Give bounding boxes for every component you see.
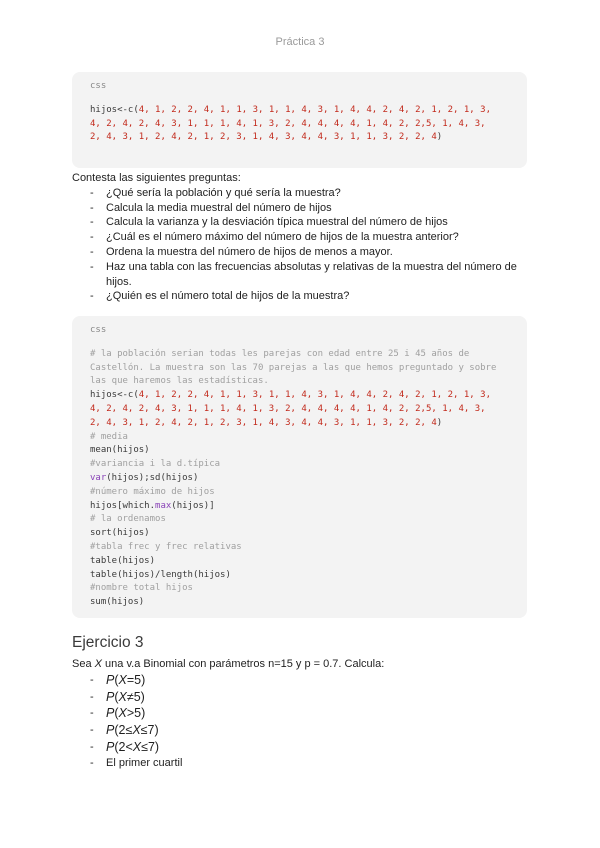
- question-item: [72, 260, 532, 290]
- exercise-3-item: [72, 672, 532, 689]
- formula-part: P: [106, 689, 115, 704]
- question-text: Ordena la muestra del número de hijos de menos a mayor.: [106, 245, 393, 258]
- code-token: # la población serian todas les parejas con edad entre 25 i 45 años de: [90, 348, 470, 359]
- question-text: Calcula la varianza y la desviación típica muestral del número de hijos: [106, 216, 448, 229]
- question-text: ¿Cuál es el número máximo del número de hijos de la muestra anterior?: [106, 231, 459, 244]
- code-token: hijos<-c(: [90, 390, 139, 401]
- code-token: #nombre total hijos: [90, 583, 193, 594]
- code-token: mean(hijos): [90, 445, 150, 456]
- formula-part: ≠5): [126, 689, 145, 704]
- formula-part: (: [114, 706, 119, 721]
- code-token: 4, 2, 4, 2, 4, 3, 1, 1, 1, 4, 1, 3, 2, 4, 4, 4, 4, 1, 4, 2, 2,5, 1, 4, 3,: [90, 403, 486, 414]
- code-line: [90, 458, 527, 472]
- formula-part: X: [118, 706, 127, 721]
- exercise-3-intro-part: X: [94, 658, 102, 670]
- code-block-2-lines: [90, 348, 527, 610]
- code-line: [90, 389, 527, 403]
- question-text: Calcula la media muestral del número de hijos: [106, 201, 332, 214]
- code-line: [90, 527, 527, 541]
- formula-part: X: [118, 689, 127, 704]
- exercise-3-section: [72, 657, 532, 771]
- list-dash: -: [90, 740, 94, 753]
- code-line: [90, 118, 527, 132]
- list-dash: -: [90, 690, 94, 703]
- code-line: [90, 375, 527, 389]
- question-item: [72, 186, 532, 201]
- formula-part: P: [106, 723, 115, 738]
- code-line: [90, 403, 527, 417]
- list-dash: -: [90, 290, 94, 303]
- code-block-1-lang: css: [90, 81, 107, 91]
- code-line: [90, 431, 527, 445]
- code-token: hijos[which.: [90, 500, 156, 511]
- page-header: [0, 36, 600, 48]
- formula-part: >5): [126, 706, 146, 721]
- exercise-3-item: [72, 689, 532, 706]
- code-line: [90, 486, 527, 500]
- question-text: Haz una tabla con las frecuencias absolutas y relativas de la muestra del número de hijos.: [106, 260, 517, 288]
- code-line: [90, 348, 527, 362]
- code-block-2: [72, 316, 527, 618]
- list-dash: -: [90, 673, 94, 686]
- exercise-3-intro-part: una v.a Binomial con parámetros n=15 y p = 0.7. Calcula:: [101, 658, 385, 670]
- questions-intro: Contesta las siguientes preguntas:: [72, 172, 241, 184]
- exercise-3-title: Ejercicio 3: [72, 634, 144, 651]
- code-token: 4, 1, 2, 2, 4, 1, 1, 3, 1, 1, 4, 3, 1, 4, 4, 2, 4, 2, 1, 2, 1, 3,: [138, 390, 491, 401]
- question-text: ¿Qué sería la población y qué sería la muestra?: [106, 186, 341, 199]
- code-line: [90, 444, 527, 458]
- code-token: sort(hijos): [90, 528, 150, 539]
- list-dash: -: [90, 245, 94, 258]
- list-dash: -: [90, 201, 94, 214]
- code-line: [90, 500, 527, 514]
- code-token: #número máximo de hijos: [90, 486, 215, 497]
- code-line: [90, 569, 527, 583]
- code-token: 4, 1, 2, 2, 4, 1, 1, 3, 1, 1, 4, 3, 1, 4, 4, 2, 4, 2, 1, 2, 1, 3,: [138, 104, 491, 115]
- formula-part: P: [106, 739, 115, 754]
- code-token: table(hijos)/length(hijos): [90, 569, 231, 580]
- formula-part: (: [114, 672, 119, 687]
- code-token: las que haremos las estadísticas.: [90, 376, 269, 387]
- code-line: [90, 131, 527, 145]
- code-line: [90, 104, 527, 118]
- formula-part: X: [118, 672, 127, 687]
- code-token: (hijos)]: [171, 500, 215, 511]
- formula-part: X: [132, 739, 142, 754]
- code-block-2-lang: css: [90, 325, 107, 335]
- code-line: [90, 582, 527, 596]
- list-dash: -: [90, 216, 94, 229]
- formula-part: ≤7): [141, 739, 160, 754]
- page-header-title: Práctica 3: [275, 36, 325, 48]
- question-item: [72, 201, 532, 216]
- exercise-3-item: [72, 739, 532, 756]
- exercise-3-item: [72, 705, 532, 722]
- formula-part: =5): [126, 672, 146, 687]
- code-line: [90, 555, 527, 569]
- exercise-3-item: [72, 756, 532, 771]
- formula-part: P: [106, 672, 115, 687]
- formula-part: (2≤: [114, 723, 133, 738]
- question-item: [72, 215, 532, 230]
- code-line: [90, 472, 527, 486]
- formula-part: (2<: [114, 739, 133, 754]
- code-line: [90, 541, 527, 555]
- code-token: ): [436, 417, 443, 428]
- list-dash: -: [90, 707, 94, 720]
- list-dash: -: [90, 756, 94, 769]
- code-token: 2, 4, 3, 1, 2, 4, 2, 1, 2, 3, 1, 4, 3, 4, 4, 3, 1, 1, 3, 2, 2, 4: [90, 132, 437, 143]
- code-token: table(hijos): [90, 555, 156, 566]
- list-dash: -: [90, 724, 94, 737]
- exercise-3-intro-part: Sea: [72, 658, 95, 670]
- code-token: Castellón. La muestra son las 70 parejas a las que hemos preguntado y sobre: [90, 362, 497, 373]
- list-dash: -: [90, 186, 94, 199]
- questions-section: [72, 171, 532, 304]
- code-block-1: [72, 72, 527, 168]
- exercise-3-item: [72, 722, 532, 739]
- code-token: (hijos);sd(hijos): [106, 472, 199, 483]
- question-text: ¿Quién es el número total de hijos de la muestra?: [106, 290, 350, 303]
- list-dash: -: [90, 231, 94, 244]
- code-line: [90, 513, 527, 527]
- exercise-3-intro: [72, 657, 532, 672]
- list-dash: -: [90, 260, 94, 273]
- question-item: [72, 289, 532, 304]
- code-line: [90, 417, 527, 431]
- code-token: 4, 2, 4, 2, 4, 3, 1, 1, 1, 4, 1, 3, 2, 4, 4, 4, 4, 1, 4, 2, 2,5, 1, 4, 3,: [90, 118, 486, 129]
- code-token: hijos<-c(: [90, 104, 139, 115]
- code-token: #variancia i la d.típica: [90, 459, 221, 470]
- code-token: var: [90, 472, 107, 483]
- code-token: sum(hijos): [90, 597, 145, 608]
- code-token: # la ordenamos: [90, 514, 166, 525]
- formula-part: ≤7): [140, 723, 159, 738]
- formula-part: P: [106, 706, 115, 721]
- code-token: # media: [90, 431, 128, 442]
- formula-part: X: [132, 723, 141, 738]
- code-token: #tabla frec y frec relativas: [90, 541, 242, 552]
- code-token: max: [155, 500, 172, 511]
- formula-part: (: [114, 689, 119, 704]
- code-line: [90, 596, 527, 610]
- code-line: [90, 362, 527, 376]
- code-block-1-lines: [90, 104, 527, 145]
- question-item: [72, 230, 532, 245]
- questions-list: [72, 186, 532, 304]
- question-item: [72, 245, 532, 260]
- formula-part: El primer cuartil: [106, 756, 183, 769]
- exercise-3-list: [72, 672, 532, 771]
- code-token: 2, 4, 3, 1, 2, 4, 2, 1, 2, 3, 1, 4, 3, 4, 4, 3, 1, 1, 3, 2, 2, 4: [90, 417, 437, 428]
- code-token: ): [436, 132, 443, 143]
